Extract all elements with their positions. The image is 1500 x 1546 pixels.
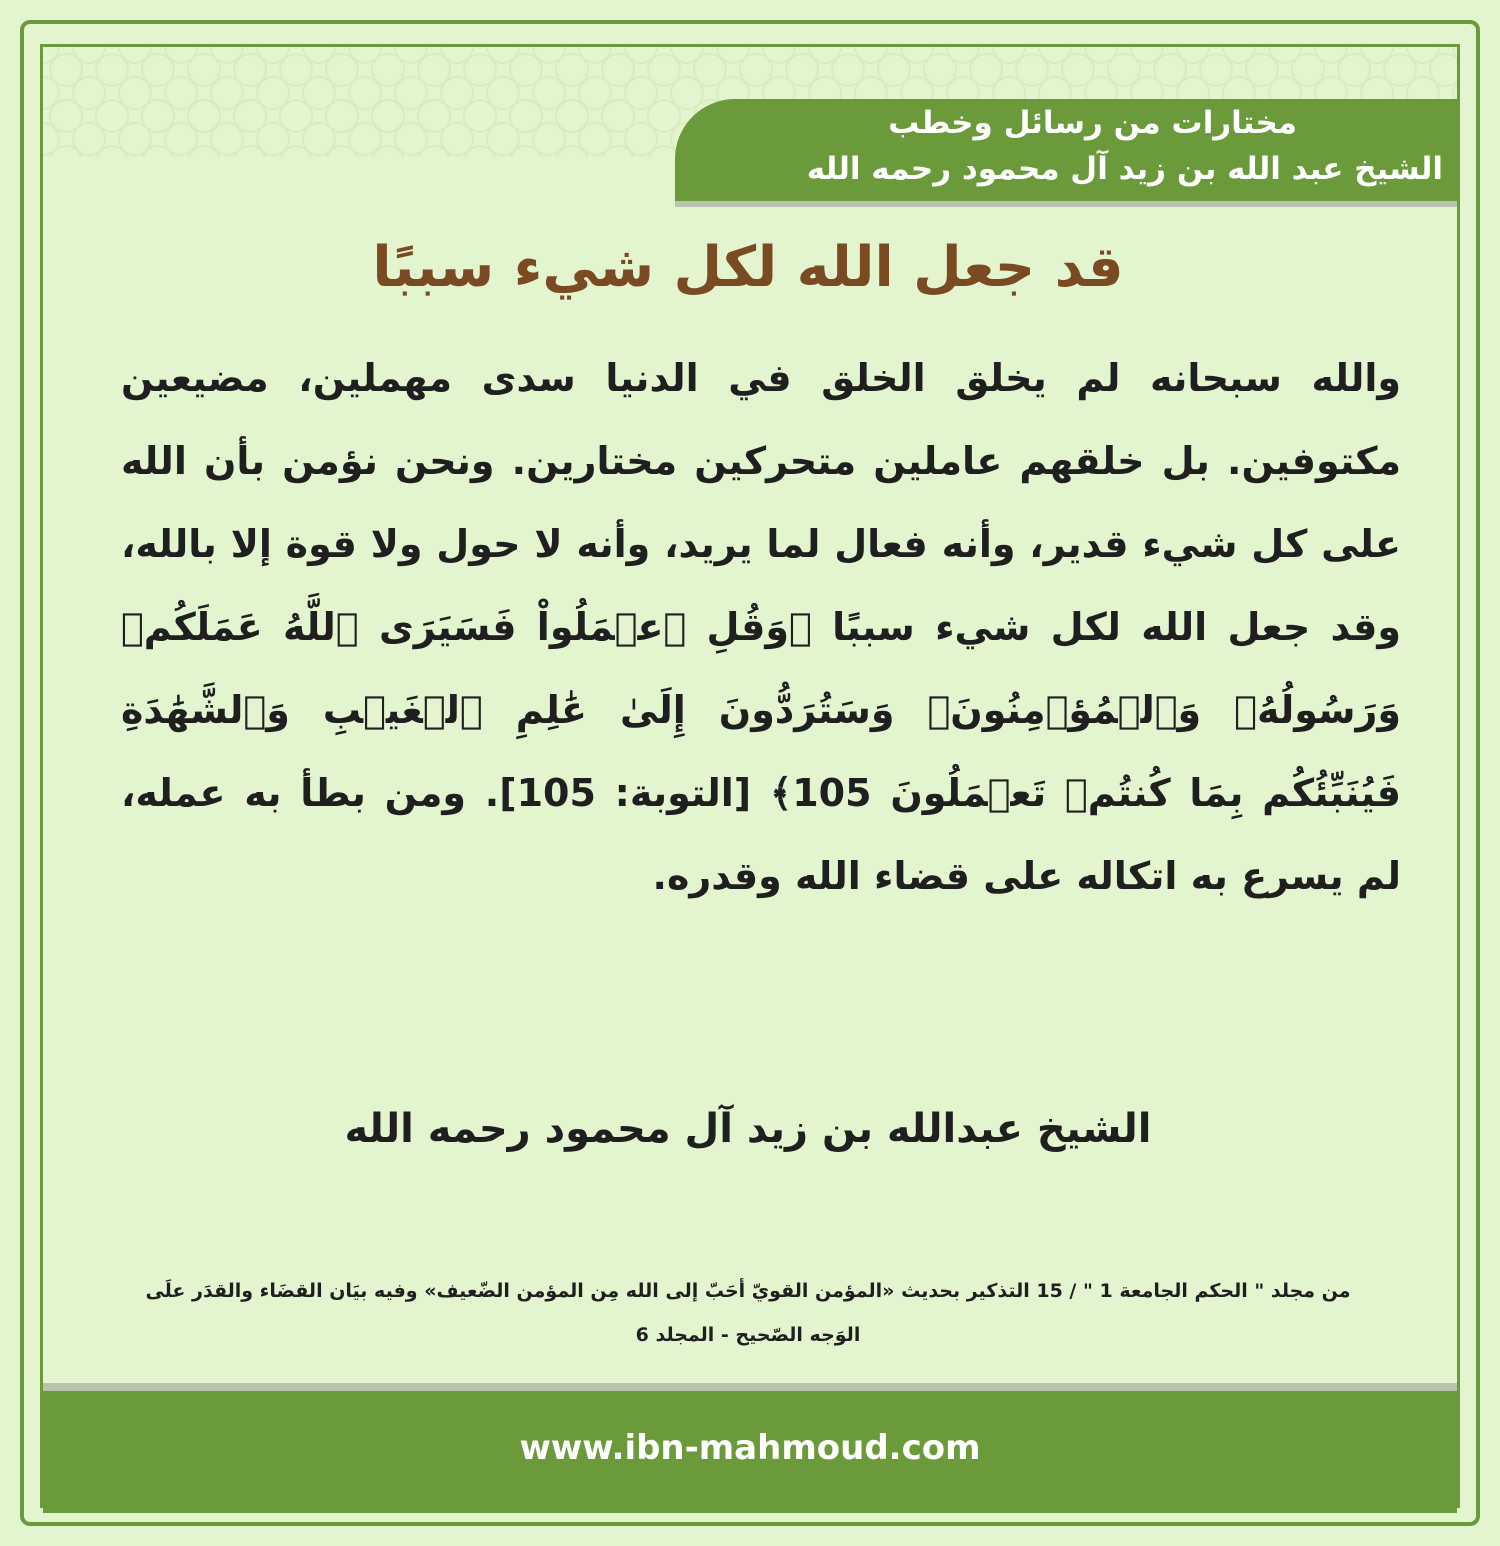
header-line-1: مختارات من رسائل وخطب: [888, 105, 1297, 141]
author-signature: الشيخ عبدالله بن زيد آل محمود رحمه الله: [344, 1106, 1152, 1152]
header-ribbon: [675, 99, 1457, 201]
header-line-2: الشيخ عبد الله بن زيد آل محمود رحمه الله: [806, 151, 1443, 187]
body-paragraph: والله سبحانه لم يخلق الخلق في الدنيا سدى مهملين، مضيعين مكتوفين. بل خلقهم عاملين متحركين مختارين. ونحن نؤمن بأن الله على كل شيء قدير، وأنه فعال لما يريد، وأنه لا حول ولا قوة إلا بالله، وقد جعل الله لكل شيء سببًا ﴿وَقُلِ ٱعۡمَلُواْ فَسَيَرَى ٱللَّهُ عَمَلَكُمۡ وَرَسُولُهُۥ وَٱلۡمُؤۡمِنُونَۖ وَسَتُرَدُّونَ إِلَىٰ عَٰلِمِ ٱلۡغَيۡبِ وَٱلشَّهَٰدَةِ فَيُنَبِّئُكُم بِمَا كُنتُمۡ تَعۡمَلُونَ 105﴾ [التوبة: 105]. ومن بطأ به عمله، لم يسرع به اتكاله على قضاء الله وقدره.: [121, 356, 1402, 898]
footer-bar: [43, 1383, 1457, 1513]
source-citation: من مجلد " الحكم الجامعة 1 " / 15 التذكير بحديث «المؤمن القويّ أحَبّ إلى الله مِن المؤمن الضّعيف» وفيه بيَان القضَاء والقدَر علَى الوَجه الصّحيح - المجلد 6: [145, 1280, 1351, 1346]
card: [40, 44, 1460, 1508]
page-title: قد جعل الله لكل شيء سببًا: [372, 235, 1124, 300]
website-link[interactable]: www.ibn-mahmoud.com: [519, 1428, 981, 1468]
